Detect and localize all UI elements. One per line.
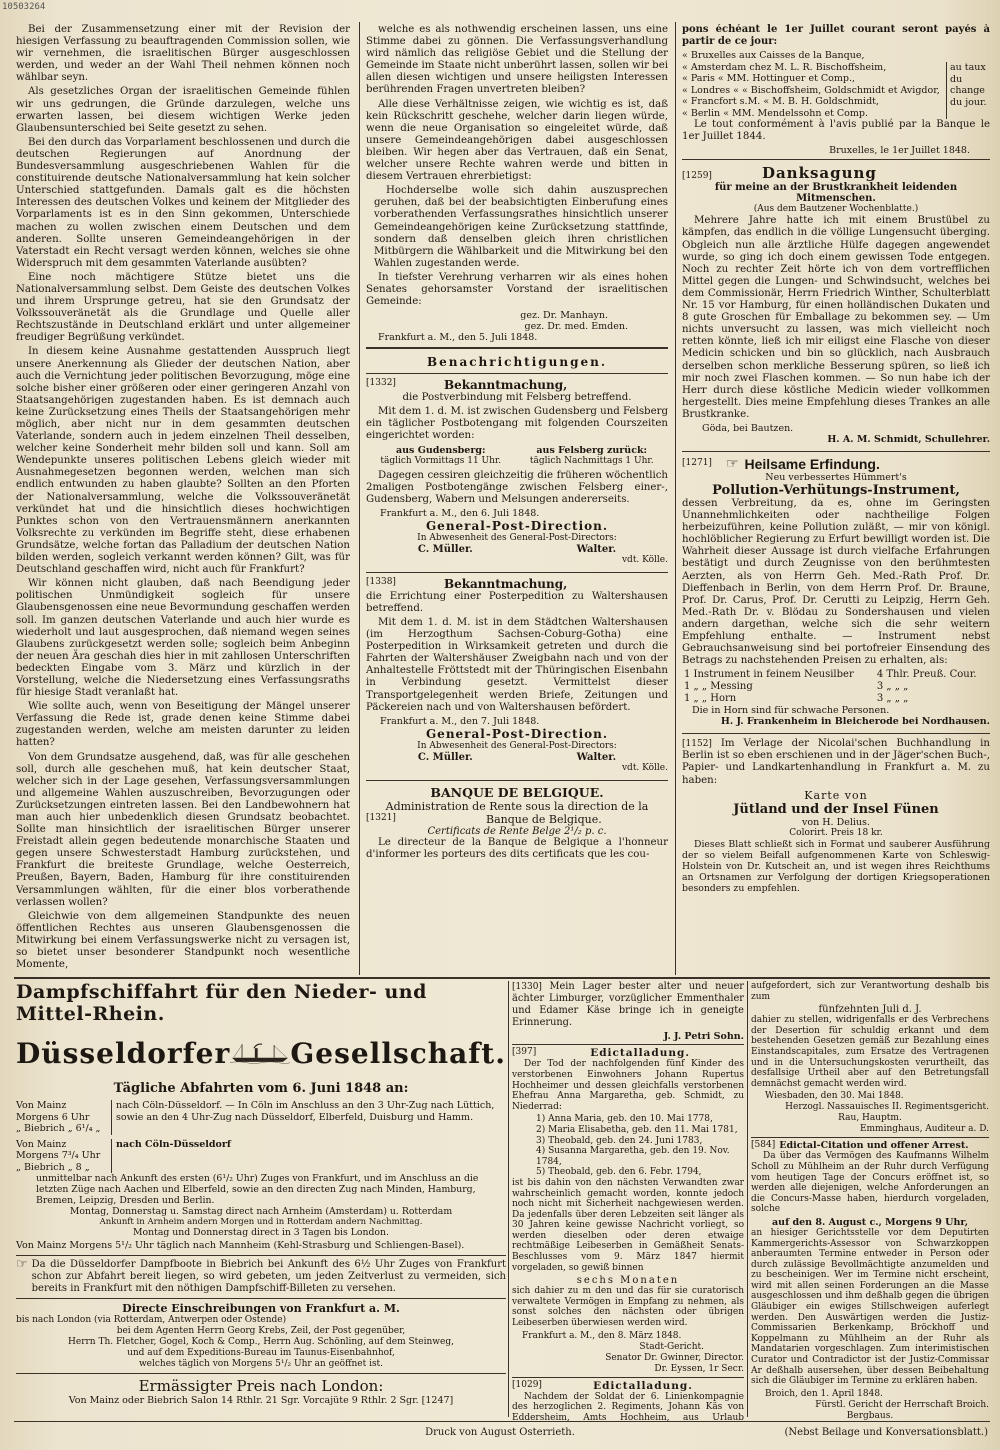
signer: H. A. M. Schmidt, Schullehrer. (827, 433, 990, 445)
article-paragraph: In diesem keine Ausnahme gestattenden Ausspruch liegt unsere Anerkennung als Glieder der deutschen Nation, aber auch die Vernichtung jeder politischen Bevorzugung, möge eine solche bisher einer größeren oder einer geringeren Anzahl von Staatsangehörigen zugestanden haben. Es ist demnach auch keine Zurücksetzung eines Theils der Staatsangehörigen mehr möglich, aber nicht nur in dem gesammten deutschen Vaterlande, sondern auch in jedem einzelnen Theil desselben, welcher keine Sonderheit mehr bilden soll und kann. Soll am Wendepunkte unseres politischen Lebens gleich wieder mit Ausnahmegesetzen begonnen werden, welchen man sich endlich entwunden zu haben glaubte? Sollten an den Pforten der Nationalversammlung, welche die Volkssouveränetät verkündet hat und die hinsichtlich dieses hochwichtigen Punktes schon von den Vertrauensmännern anerkannten Volksrechte zu verkünden im Begriffe steht, diese erhabenen Grundsätze, welche fortan das Palladium der deutschen Nation bilden werden, sogleich verkannt werden können? Gilt, was für Deutschland geschaffen wird, nicht auch für Frankfurt? (16, 346, 350, 576)
notice-date: Wiesbaden, den 30. Mai 1848. (765, 1091, 904, 1102)
booking-text: Herrn Th. Fletcher, Gogel, Koch & Comp., Herrn Aug. Schönling, auf dem Steinweg, (68, 1336, 454, 1347)
article-paragraph: In tiefster Verehrung verharren wir als eines hohen Senates gehorsamster Vorstand der israelitischen Gemeinde: (366, 271, 668, 308)
banque-text: Le directeur de la Banque de Belgique a l'honneur d'informer les porteurs des dits certificats que les cou- (366, 836, 668, 860)
rate-note: au taux du change du jour. (946, 62, 990, 119)
pointing-hand-icon: ☞ (725, 455, 739, 472)
price-value: 3 „ „ „ (876, 693, 909, 705)
pointing-hand-icon: ☞ (16, 1256, 28, 1272)
article-paragraph: Von dem Grundsatze ausgehend, daß, was für alle geschehen soll, durch alle geschehen muß, hat kein deutscher Staat, welcher sich in der Lage gesehen, Verfassungsversammlungen und allgemeine Wahlen auszuschreiben, Bevorzugungen oder Zurücksetzungen eintreten lassen. Bei den Landbewohnern hat man auch hier unbedenklich diesen Grundsatz beobachtet. Sollte man hinsichtlich der israelitischen Bürger unserer Freistadt allein gegen bedeutende monarchische Staaten und gegen unsere Schwesterstadt Hamburg zurückstehen, und Frankfurt die breiteste Grundlage, welche Oesterreich, Preußen, Bayern, Baden, Hamburg für ihre constituirenden Versammlungen wählten, für die einer blos vorberathende verlassen wollen? (16, 751, 350, 908)
court-name: Herzogl. Nassauisches II. Regimentsgericht. (785, 1102, 989, 1113)
notice-text: Mit dem 1. d. M. ist zwischen Gudensberg und Felsberg ein täglicher Postbotengang mit folgenden Courszeiten eingerichtet worden: (366, 406, 668, 442)
notice-office: General-Post-Direction. (425, 726, 609, 741)
notice-text: Im Verlage der Nicolai'schen Buchhandlung in Berlin ist so eben erschienen und in der Jäger'schen Buch-, Papier- und Landkartenhandlung in Frankfurt a. M. zu haben: (682, 738, 990, 786)
product-name: Pollution-Verhütungs-Instrument, (712, 482, 960, 498)
payment-place: « Francfort s.M. « M. B. H. Goldschmidt, (682, 96, 879, 108)
notice-text: Dagegen cessiren gleichzeitig die früheren wöchentlich 2maligen Postbotengänge zwischen Felsberg einer-, Gudensberg, Wabern und Melsungen andererseits. (366, 469, 668, 505)
notice-number: [1332] (366, 378, 396, 389)
signer: vdt. Kölle. (621, 554, 668, 565)
section-heading: Benachrichtigungen. (426, 355, 608, 370)
printer-line: Druck von August Osterrieth. (425, 1427, 575, 1438)
notice-number: [397] (512, 1047, 537, 1058)
signer: gez. Dr. med. Emden. (524, 321, 628, 333)
article-paragraph: Wir können nicht glauben, daß nach Beendigung jeder politischen Unmündigkeit sogleich für unsere Glaubensgenossen eine neue Bevormundung geschaffen werden soll. Im ganzen deutschen Vaterlande und auch hier wurde es wiederholt und laut ausgesprochen, daß niemand wegen seines Glaubens zurückgesetzt werden solle; sogleich beim Anbeginn der neuen Ära geschah dies hier in mit zahllosen Unterschriften bedeckten Eingabe vom 3. März und kürzlich in der Vorstellung, welche die Niedersetzung eines Verfassungsraths für hiesige Stadt veranlaßt hat. (16, 578, 350, 699)
supplement-note: (Nebst Beilage und Konversationsblatt.) (784, 1427, 988, 1438)
notice-signers (366, 544, 668, 555)
notice-title: Edictalladung. (593, 1379, 693, 1392)
signer: J. J. Petri Sohn. (663, 1031, 744, 1043)
notice-subtitle: die Errichtung einer Posterpedition zu Waltershausen betreffend. (366, 590, 668, 614)
list-item: 5) Theobald, geb. den 6. Febr. 1794, (536, 1167, 702, 1178)
steamship-heading: Dampfschiffahrt für den Nieder- und Mittel-Rhein. (16, 981, 427, 1025)
page-reference: 10503264 (2, 2, 46, 12)
article-column-2 (366, 24, 668, 974)
company-name-right: Gesellschaft. (290, 1036, 506, 1070)
price-table (682, 669, 990, 705)
notice-waltershausen (366, 577, 668, 774)
notice-rule (512, 1044, 744, 1045)
deadline: sechs Monaten (576, 1275, 680, 1287)
travel-note: Da die Düsseldorfer Dampfboote in Biebrich bei Ankunft des 6½ Uhr Zuges von Frankfurt schon zur Abfahrt bereit liegen, so wird gebeten, um jeden Zeitverlust zu vermeiden, sich bereits in Frankfurt mit den nöthigen Dampfschiff-Billeten zu versehen. (31, 1258, 506, 1294)
departure-time: „ Biebrich „ 8 „ (16, 1161, 90, 1173)
payment-places (682, 50, 990, 119)
route-row (16, 1100, 506, 1135)
map-title-line: Karte von (804, 788, 868, 802)
route-detail: Montag, Donnerstag u. Samstag direct nach Arnheim (Amsterdam) u. Rotterdam (69, 1206, 453, 1217)
departure-time: „ Biebrich „ 6¹/₄ „ (16, 1123, 101, 1134)
price-text: Von Mainz oder Biebrich Salon 14 Rthlr. 21 Sgr. Vorcajüte 9 Rthlr. 2 Sgr. [1247] (68, 1394, 454, 1406)
price-row (682, 693, 990, 705)
notice-nicolai (682, 738, 990, 893)
price-value: 3 „ „ „ (876, 681, 909, 693)
schedule-heading: aus Felsberg zurück: (536, 444, 648, 456)
departure-time: Von Mainz Morgens 6 Uhr (16, 1100, 90, 1123)
schedule-time: täglich Vormittags 11 Uhr. (380, 455, 502, 466)
notice-place: Göda, bei Bautzen. (702, 422, 794, 434)
notice-text: sich dahier zu m den und das für sie curatorisch verwaltete Vermögen in Empfang zu nehmen, als sonst solches den nächsten oder übrigen Leibeserben überwiesen werden wird. (512, 1286, 744, 1329)
notice-text: ist bis dahin von den nächsten Verwandten zwar wahrscheinlich gemacht worden, konnte jedoch noch nicht mit Sicherheit nachgewiesen werden. Da jedenfalls über deren Lebzeiten seit länger als 30 Jahren keine gewisse Nachricht vorliegt, so werden dieselben oder deren etwaige rechtmäßige Leibeserben in Gemäßheit Senats-Beschlusses vom 9. März 1847 hiermit vorgeladen, so gewiß binnen (512, 1177, 744, 1273)
signer: Bergbaus. (846, 1410, 894, 1421)
notice-date: Broich, den 1. April 1848. (765, 1388, 883, 1399)
notice-number: [584] (751, 1140, 776, 1151)
notice-rule (366, 780, 668, 781)
signer: Rau, Hauptm. (838, 1113, 902, 1124)
booking-text: welches täglich von Morgens 5¹/₂ Uhr an geöffnet ist. (138, 1358, 384, 1369)
steamship-icon (230, 1027, 290, 1079)
notice-text: Mein Lager bester alter und neuer ächter Limburger, vorzüglicher Emmenthaler und Edamer Käse bringe ich in geneigte Erinnerung. (512, 981, 744, 1029)
notice-title: Edictalladung. (590, 1047, 690, 1060)
schedule-heading: Tägliche Abfahrten vom 6. Juni 1848 an: (113, 1081, 409, 1096)
notice-text: Nachdem der Soldat der 6. Linienkompagnie des herzoglichen 2. Regiments, Johann Käs von Eddersheim, Amts Hochheim, aus Urlaub (512, 1391, 744, 1421)
signer: Walter. (576, 543, 617, 555)
schedule-heading: aus Gudensberg: (395, 444, 486, 456)
ad-rule (16, 1298, 506, 1299)
payment-place: « Londres « « Bischoffsheim, Goldschmidt et Avigdor, (682, 84, 940, 96)
lower-column-right (751, 981, 989, 1421)
notice-number: [1259] (682, 171, 712, 182)
notice-text-wrap (512, 981, 744, 1029)
dateline: Frankfurt a. M., den 5. Juli 1848. (378, 332, 538, 344)
notice-text: aufgefordert, sich zur Verantwortung deshalb bis zum (751, 981, 989, 1002)
notice-text: Dieses Blatt schließt sich in Format und sauberer Ausführung der so vielem Beifall aufgenommenen Karte von Schleswig-Holstein von Dr. Kutscheit an, und ist wegen ihres Reichthums an Ortsnamen zur Verfolgung der dortigen Kriegsoperationen besonders zu empfehlen. (682, 838, 990, 894)
banque-continuation: pons échéant le 1er Juillet courant seront payés à partir de ce jour: (682, 24, 990, 48)
notice-rule (751, 1137, 989, 1138)
notice-number: [1029] (512, 1379, 542, 1390)
notice-rule (512, 1377, 744, 1378)
notice-absence: In Abwesenheit des General-Post-Directors: (417, 532, 617, 543)
notice-number: [1330] (512, 982, 542, 992)
footer-rule (14, 1421, 990, 1422)
notice-text: Mit dem 1. d. M. ist in dem Städtchen Waltershausen (im Herzogthum Sachsen-Coburg-Gotha) eine Posterpedition in Wirksamkeit getreten und durch die Fahrten der Waltershäuser Zweigbahn nach und von der Anhaltestelle Fröttstedt mit der Thüringischen Eisenbahn in Verbindung gesetzt. Vermittelst dieser Transportgelegenheit werden Briefe, Zeitungen und Päckereien nach und von Waltershausen befördert. (366, 617, 668, 713)
banque-line: Banque de Belgique. (486, 812, 602, 826)
lower-column-middle (512, 981, 744, 1421)
notice-title: Heilsame Erfindung. (744, 455, 880, 472)
notice-text: Da über das Vermögen des Kaufmanns Wilhelm Scholl zu Mühlheim an der Ruhr durch Verfügung vom heutigen Tage der Concurs eröffnet ist, so werden alle diejenigen, welche Anforderungen an die Concurs-Masse haben, hierdurch vorgeladen, solche (751, 1151, 989, 1215)
price-value: 4 Thlr. Preuß. Cour. (876, 669, 977, 681)
column-rule (508, 981, 509, 1417)
company-name-left: Düsseldorfer (16, 1036, 231, 1070)
article-paragraph: Alle diese Verhältnisse zeigen, wie wichtig es ist, daß kein Rückschritt geschehe, welcher darin liegen würde, wenn die neue Organisation so eingeleitet würde, daß unsere Gemeindeangehörigen dabei ausgeschlossen bleiben. Wir hegen aber das Vertrauen, daß ein Senat, welcher unsere Rechte wahren werde und bitten in diesem Vertrauen ehrerbietigst: (366, 98, 668, 183)
notice-title: Bekanntmachung, (443, 378, 568, 393)
booking-heading: Directe Einschreibungen von Frankfurt a. M. (122, 1301, 400, 1315)
notice-rule (366, 572, 668, 573)
notice-number: [1338] (366, 576, 396, 587)
route-detail: Montag und Donnerstag direct in 3 Tagen bis London. (133, 1227, 389, 1238)
signer: vdt. Kölle. (621, 762, 668, 773)
deadline: fünfzehnten Juli d. J. (818, 1004, 922, 1016)
banque-notice (366, 785, 668, 861)
notice-rule (682, 733, 990, 734)
steamship-advertisement (16, 981, 506, 1421)
column-rule (359, 22, 360, 975)
notice-text: Mehrere Jahre hatte ich mit einem Brustübel zu kämpfen, das endlich in die völlige Lungensucht überging. Obgleich nun alle ärztliche Hülfe dagegen angewendet wurde, so ging ich doch einem gewissen Tode entgegen. Noch zu rechter Zeit hörte ich von dem vortrefflichen Mittel gegen die Lungen- und Schwindsucht, welches bei dem Commissionär, Herrn Friedrich Winther, Schulterblatt Nr. 15 vor Hamburg, für einen holländischen Dukaten und 8 gute Groschen für Emballage zu bekommen sey. — Um nichts unversucht zu lassen, was mich vielleicht noch retten könnte, ließ ich mir eiligst eine Flasche von dieser Medicin schicken und bin so glücklich, nach Ausbrauch derselben schon merkliche Besserung spüren, so ließ ich mir noch zwei Flaschen kommen. — So nun habe ich der Herr durch diese köstliche Medicin wieder vollkommen hergestellt. Dies meine Empfehlung dieses Trankes an alle Brustkranke. (682, 215, 990, 420)
notice-subtitle: für meine an der Brustkrankheit leidenden Mitmenschen. (714, 182, 958, 205)
payment-place: « Amsterdam chez M. L. R. Bischoffsheim, (682, 61, 887, 73)
notice-title: Edictal-Citation und offener Arrest. (779, 1140, 969, 1152)
notice-title: Bekanntmachung, (443, 576, 568, 591)
notice-office: General-Post-Direction. (425, 518, 609, 533)
signer: Senator Dr. Gwinner, Director. (605, 1352, 744, 1363)
children-list (512, 1114, 744, 1178)
page-divider (14, 977, 990, 979)
signer: H. J. Frankenheim in Bleicherode bei Nordhausen. (720, 716, 990, 728)
notice-number: [1321] (366, 812, 396, 823)
notice-absence: In Abwesenheit des General-Post-Directors: (417, 740, 617, 751)
map-price: Colorirt. Preis 18 kr. (789, 827, 883, 838)
notice-title: Danksagung (761, 164, 877, 183)
signer: C. Müller. (417, 543, 473, 555)
article-paragraph: Bei der Zusammensetzung einer mit der Revision der hiesigen Verfassung zu beauftragenden Commission sollen, wie wir vernehmen, die israelitischen Bürger ausgeschlossen werden, und weder an der Wahl Theil nehmen können noch wählbar seyn. (16, 24, 350, 84)
schedule (366, 445, 668, 467)
notice-source: (Aus dem Bautzener Wochenblatte.) (753, 204, 919, 215)
notice-heilsame-erfindung (682, 456, 990, 727)
signer: C. Müller. (417, 751, 473, 763)
ad-rule (16, 1373, 506, 1374)
map-author: von H. Delius. (802, 816, 870, 828)
petition-paragraph: Hochderselbe wolle sich dahin auszusprechen geruhen, daß bei der beabsichtigten Einberufung eines vorberathenden Verfassungsrathes hinsichtlich unserer Gemeindeangehörigen keine Zurücksetzung stattfinde, sondern daß denselben gleich ihren christlichen Mitbürgern die Wählbarkeit und die Mitwirkung bei den Wahlen zugestanden werde. (374, 185, 668, 269)
article-paragraph: welche es als nothwendig erscheinen lassen, uns eine Stimme dabei zu gönnen. Die Verfassungsverhandlung wird nämlich das religiöse Gebiet und die Stellung der Gemeinde im Staate nicht unberührt lassen, sollen wir bei allen diesen wichtigen und unsere heiligsten Interessen berührenden Fragen unvertreten bleiben? (366, 24, 668, 96)
column-rule (747, 981, 748, 1417)
notice-text: an hiesiger Gerichtsstelle vor dem Deputirten Kammergerichts-Assessor von Schwarzkoppen anberaumten Termine entweder in Person oder durch zulässige Bevollmächtigte anzumelden und zu bescheinigen. Wer im Termine nicht erscheint, wird mit allen seinen Forderungen an die Masse ausgeschlossen und ihm deßhalb gegen die übrigen Gläubiger ein ewiges Stillschweigen auferlegt werden. Den Auswärtigen werden die Justiz-Commissarien Berkenkamp, Bröckhoff und Koppelmann zu Mühlheim an der Ruhr als Mandatarien vorgeschlagen. Zum interimistischen Curator und Contradictor ist der Justiz-Commissar Ar deßhalb ausersehen, über dessen Beibehaltung sich die Gläubiger im Termine zu erklären haben. (751, 1227, 989, 1387)
banque-cert: Certificats de Rente Belge 2¹/₂ p. c. (427, 825, 607, 837)
notice-subtitle: die Postverbindung mit Felsberg betreffend. (402, 392, 632, 404)
article-paragraph: Als gesetzliches Organ der israelitischen Gemeinde fühlen wir uns gedrungen, die Gründe darzulegen, welche uns erwarten lassen, bei diesem wichtigen Werke jeden Glaubensunterschied bei Seite gesetzt zu sehen. (16, 86, 350, 134)
banque-title: BANQUE DE BELGIQUE. (430, 784, 604, 800)
notice-felsberg (366, 378, 668, 566)
notice-text: Der Tod der nachfolgenden fünf Kinder des verstorbenen Einwohners Johann Rupertus Hochheimer und dessen gleichfalls verstorbenen Ehefrau Anna Margaretha, geb. Schmidt, zu Niederrad: (512, 1059, 744, 1112)
signer: Dr. Eyssen, 1r Secr. (654, 1363, 744, 1374)
column-rule (675, 22, 676, 975)
notice-date: Frankfurt a. M., den 7. Juli 1848. (380, 715, 540, 727)
banque-text: Le tout conformément à l'avis publié par la Banque le 1er Juillet 1844. (682, 119, 990, 143)
price-row (682, 681, 990, 693)
price-item: 1 „ „ Horn (684, 693, 737, 705)
notice-text: dahier zu stellen, widrigenfalls er des Verbrechens der Desertion für schuldig erkannt und dem bestehenden Gesetzen gemäß zur Bezahlung eines Einstandscapitales, zum Ersatze des Vertragenen und in die Untersuchungskosten verurtheilt, das desfallsige Urtheil aber auf den Betretungsfall demnächst gemacht werden wird. (751, 1015, 989, 1089)
price-row (682, 669, 990, 681)
route-detail: Von Mainz Morgens 5¹/₂ Uhr täglich nach Mannheim (Kehl-Strasburg und Schliengen-Basel). (16, 1240, 465, 1251)
price-item: 1 Instrument in feinem Neusilber (684, 669, 854, 681)
notice-date: Frankfurt a. M., den 6. Juli 1848. (380, 507, 540, 519)
notice-number: [1152] (682, 739, 712, 750)
court-name: Fürstl. Gericht der Herrschaft Broich. (815, 1399, 989, 1410)
route-text: nach Cöln-Düsseldorf. — In Cöln im Anschluss an den 3 Uhr-Zug nach Lüttich, sowie an den 4 Uhr-Zug nach Düsseldorf, Elberfeld, Duisburg und Hamm. (116, 1100, 495, 1123)
court-name: Stadt-Gericht. (639, 1341, 704, 1352)
notice-subtitle: Neu verbessertes Hümmert's (765, 471, 907, 483)
price-heading: Ermässigter Preis nach London: (138, 1376, 384, 1395)
signer: Emminghaus, Auditeur a. D. (859, 1124, 989, 1135)
map-title: Jütland und der Insel Fünen (733, 801, 939, 817)
article-column-3 (682, 24, 990, 974)
notice-text-wrap (682, 738, 990, 786)
departure-time: Von Mainz Morgens 7³/₄ Uhr (16, 1138, 101, 1161)
route-row (16, 1139, 506, 1174)
notice-date: Frankfurt a. M., den 8. März 1848. (522, 1330, 682, 1341)
booking-text: und auf dem Expeditions-Bureau im Taunus-Eisenbahnhof, (127, 1347, 395, 1358)
notice-rule (682, 451, 990, 452)
section-rule (366, 347, 668, 349)
signer: gez. Dr. Manhayn. (520, 310, 608, 322)
notice-text: Die in Horn sind für schwache Personen. (692, 705, 890, 717)
notice-number: [1271] (682, 458, 712, 469)
notice-rule (682, 159, 990, 160)
notice-signers (366, 752, 668, 763)
route-text: nach Cöln-Düsseldorf (116, 1138, 231, 1150)
list-item: 2) Maria Elisabetha, geb. den 11. Mai 1781, (536, 1124, 738, 1135)
payment-place: « Paris « MM. Hottinguer et Comp., (682, 73, 856, 85)
list-item: 1) Anna Maria, geb. den 10. Mai 1778, (536, 1114, 713, 1125)
signer: Walter. (576, 751, 617, 763)
schedule-time: täglich Nachmittags 1 Uhr. (529, 455, 654, 466)
route-detail: unmittelbar nach Ankunft des ersten (6¹/₂ Uhr) Zuges von Frankfurt, und im Anschluss an die letzten Züge nach Aachen und Elberfeld, sowie an den directen Zug nach Minden, Hamburg, Bremen, Leipzig, Dresden und Berlin. (36, 1173, 479, 1206)
article-paragraph: Gleichwie von dem allgemeinen Standpunkte des neuen öffentlichen Rechtes aus unseren Glaubensgenossen die Mitwirkung bei einem Verfassungswerke nicht zu versagen ist, so bietet unser besonderer Standpunkt noch wesentliche Momente, (16, 910, 350, 971)
route-detail: Ankunft in Arnheim andern Morgen und in Rotterdam andern Nachmittag. (99, 1217, 423, 1227)
notice-text: dessen Verbreitung, da es, ohne im Geringsten Unannehmlichkeiten oder nachtheilige Folgen herbeizuführen, keine Pollution zuläßt, — mir von königl. hochlöblicher Regierung zu Erfurt bewilligt worden ist. Die Wahrheit dieser Aussage ist durch vielfache Erfahrungen bestätigt und durch Zeugnisse von den berühmtesten Aerzten, als von Herrn Geh. Med.-Rath Prof. Dr. Dieffenbach in Berlin, von dem Herrn Prof. Dr. Braune, Prof. Dr. Carus, Prof. Dr. Cerutti zu Leipzig, Herrn Geh. Med.-Rath Dr. v. Blödau zu Sondershausen und vielen andern dargethan, welche sich die sehr weitern Empfehlung enthalte. — Instrument nebst Gebrauchsanweisung sind bei portofreier Einsendung des Betrags zu nachstehenden Preisen zu erhalten, als: (682, 497, 990, 667)
article-column-1 (16, 24, 350, 974)
payment-place: « Bruxelles aux Caisses de la Banque, (682, 50, 865, 62)
booking-text: bei dem Agenten Herrn Georg Krebs, Zeil, der Post gegenüber, (116, 1325, 406, 1336)
booking-text: bis nach London (via Rotterdam, Antwerpen oder Ostende) (16, 1314, 287, 1325)
article-paragraph: Bei den durch das Vorparlament beschlossenen und durch die deutschen Regierungen auf Anordnung der Bundesversammlung ausgeschriebenen Wahlen für die constituirende deutsche Nationalversammlung hat kein solcher Unterschied stattgefunden. Damals galt es die höchsten Interessen des deutschen Volkes und keinem der Mitglieder des Vorparlaments ist es in den Sinn gekommen, Unterschiede machen zu wollen zwischen einem Deutschen und dem anderen. Sollte unseren Gemeindeangehörigen in der Vaterstadt ein Recht versagt werden können, welches sie ohne Widerspruch mit dem gesammten Vaterlande ausübten? (16, 136, 350, 269)
payment-place: « Berlin « MM. Mendelssohn et Comp. (682, 107, 869, 119)
section-rule (366, 373, 668, 374)
dateline: Bruxelles, le 1er Juillet 1848. (829, 145, 970, 157)
list-item: 3) Theobald, geb. den 24. Juni 1783, (536, 1135, 703, 1146)
list-item: 4) Susanna Margaretha, geb. den 19. Nov. 1784, (536, 1146, 730, 1167)
deadline: auf den 8. August c., Morgens 9 Uhr, (772, 1216, 968, 1228)
notice-danksagung (682, 164, 990, 445)
price-item: 1 „ „ Messing (684, 681, 753, 693)
article-paragraph: Eine noch mächtigere Stütze bietet uns die Nationalversammlung selbst. Dem Geiste des deutschen Volkes und ihrem Ursprunge getreu, hat sie den Grundsatz der Volkssouveränetät als die Grundlage und Quelle aller Rechtszustände in Deutschland erklärt und unter allgemeiner freudiger Begrüßung verkündet. (16, 271, 350, 344)
ad-rule (16, 1255, 506, 1256)
article-paragraph: Wie sollte auch, wenn von Beseitigung der Mängel unserer Verfassung die Rede ist, grade denen keine Stimme dabei zugestanden werden, welche am meisten darunter zu leiden hatten? (16, 701, 350, 749)
banque-line: Administration de Rente sous la direction de la (385, 799, 649, 813)
